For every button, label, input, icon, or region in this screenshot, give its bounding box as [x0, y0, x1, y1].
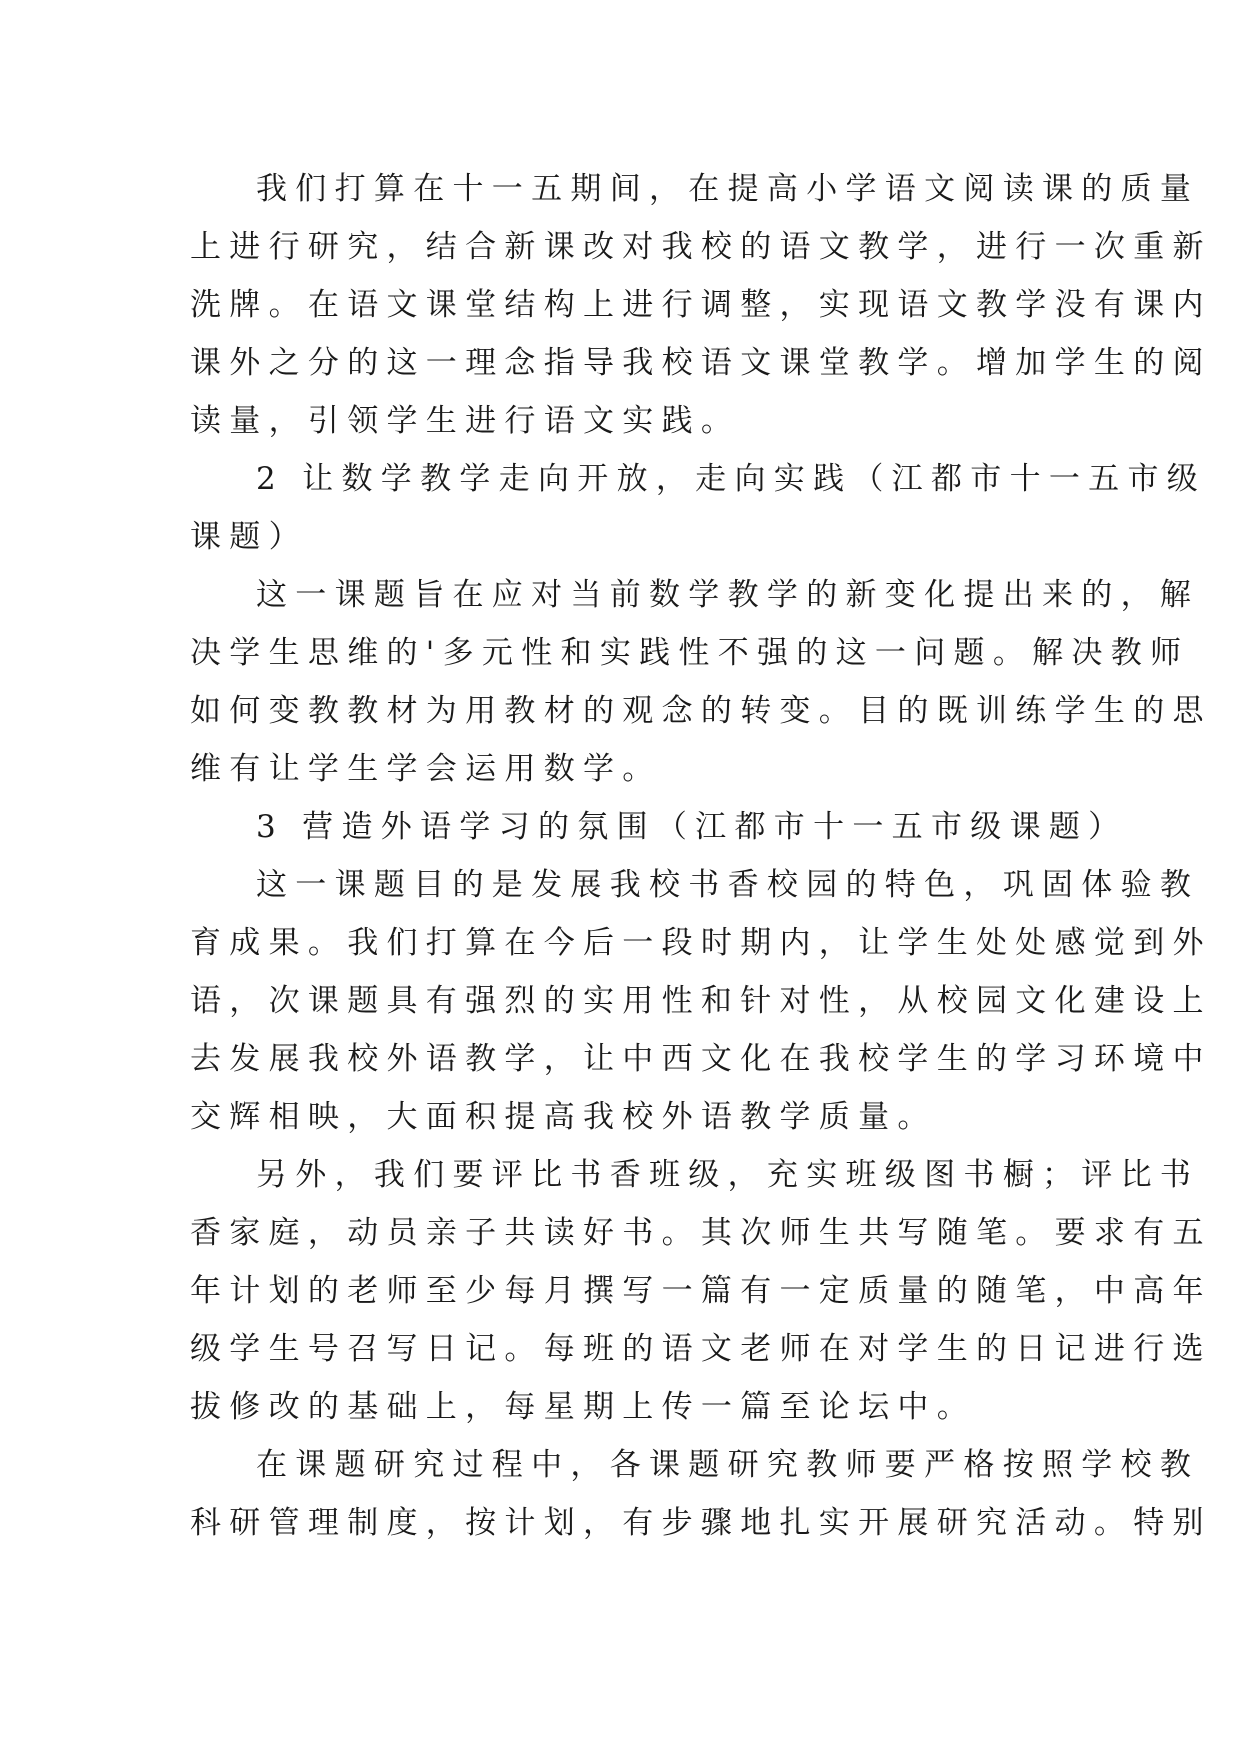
- paragraph-line: 在课题研究过程中，各课题研究教师要严格按照学校教: [256, 1447, 1200, 1483]
- section-heading-line: 2 让数学教学走向开放，走向实践（江都市十一五市级: [256, 461, 1207, 497]
- paragraph-line: 科研管理制度，按计划，有步骤地扎实开展研究活动。特别: [190, 1505, 1212, 1541]
- paragraph-line: 语，次课题具有强烈的实用性和针对性，从校园文化建设上: [190, 983, 1212, 1019]
- paragraph-line: 年计划的老师至少每月撰写一篇有一定质量的随笔，中高年: [190, 1273, 1212, 1309]
- paragraph-line: 如何变教教材为用教材的观念的转变。目的既训练学生的思: [190, 693, 1212, 729]
- paragraph-line: 我们打算在十一五期间，在提高小学语文阅读课的质量: [256, 171, 1200, 207]
- paragraph-line: 交辉相映，大面积提高我校外语教学质量。: [190, 1099, 937, 1135]
- paragraph-line: 级学生号召写日记。每班的语文老师在对学生的日记进行选: [190, 1331, 1212, 1367]
- paragraph-line: 香家庭，动员亲子共读好书。其次师生共写随笔。要求有五: [190, 1215, 1212, 1251]
- paragraph-line: 另外，我们要评比书香班级，充实班级图书橱；评比书: [256, 1157, 1200, 1193]
- paragraph-line: 上进行研究，结合新课改对我校的语文教学，进行一次重新: [190, 229, 1212, 265]
- paragraph-line: 育成果。我们打算在今后一段时期内，让学生处处感觉到外: [190, 925, 1212, 961]
- paragraph-line: 去发展我校外语教学，让中西文化在我校学生的学习环境中: [190, 1041, 1212, 1077]
- paragraph-line: 洗牌。在语文课堂结构上进行调整，实现语文教学没有课内: [190, 287, 1212, 323]
- paragraph-line: 这一课题旨在应对当前数学教学的新变化提出来的，解: [256, 577, 1200, 613]
- paragraph-line: 决学生思维的'多元性和实践性不强的这一问题。解决教师: [190, 635, 1190, 671]
- paragraph-line: 读量，引领学生进行语文实践。: [190, 403, 741, 439]
- section-heading-line: 3 营造外语学习的氛围（江都市十一五市级课题）: [256, 809, 1128, 845]
- paragraph-line: 课外之分的这一理念指导我校语文课堂教学。增加学生的阅: [190, 345, 1212, 381]
- section-heading-line: 课题）: [190, 519, 308, 555]
- document-body: [190, 160, 1212, 1552]
- paragraph-line: 这一课题目的是发展我校书香校园的特色，巩固体验教: [256, 867, 1200, 903]
- paragraph-line: 维有让学生学会运用数学。: [190, 751, 662, 787]
- paragraph-line: 拔修改的基础上，每星期上传一篇至论坛中。: [190, 1389, 976, 1425]
